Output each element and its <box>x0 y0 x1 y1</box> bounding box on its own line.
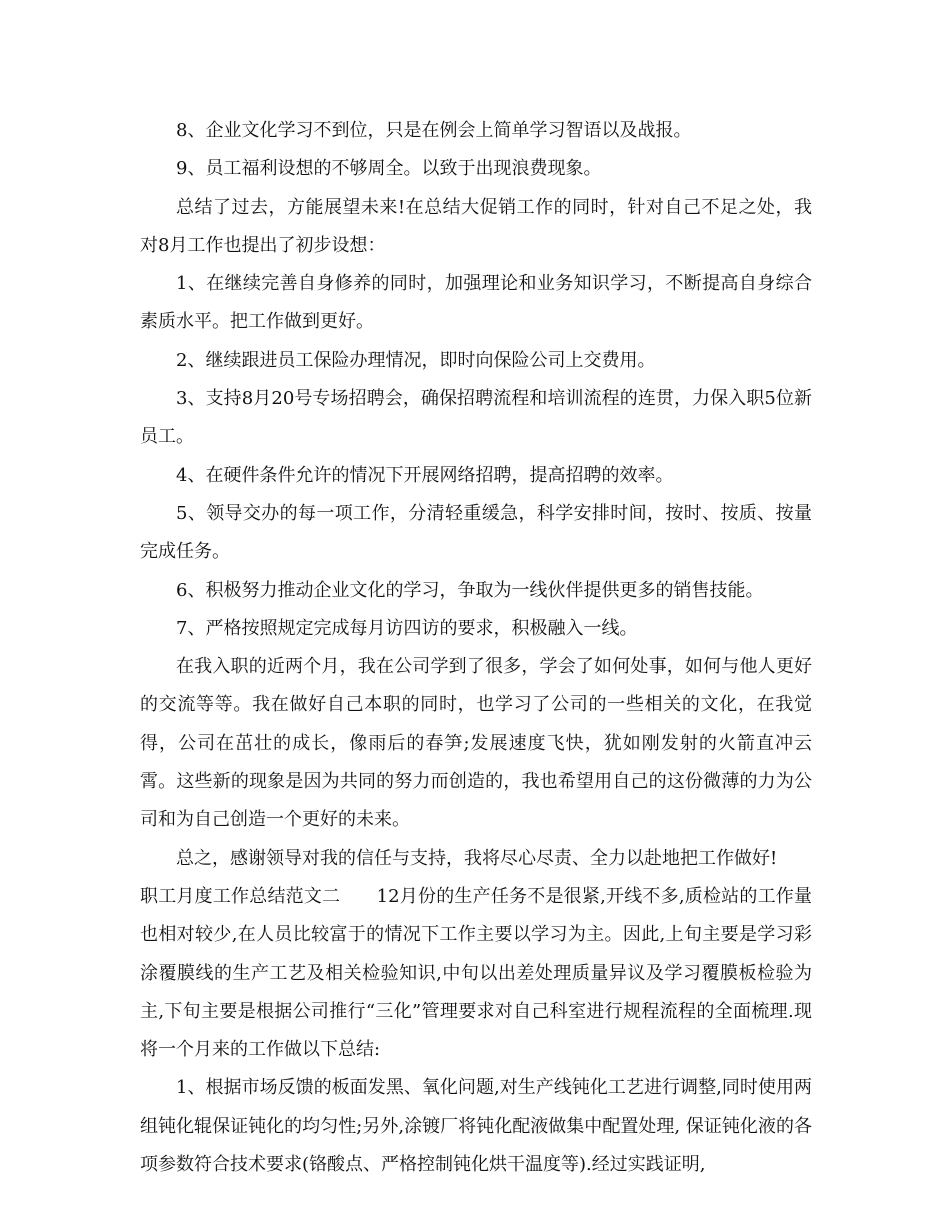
paragraph-plan-2: 2、继续跟进员工保险办理情况，即时向保险公司上交费用。 <box>176 349 656 371</box>
paragraph-plan-4: 4、在硬件条件允许的情况下开展网络招聘，提高招聘的效率。 <box>176 464 674 486</box>
paragraph-plan-6: 6、积极努力推动企业文化的学习，争取为一线伙伴提供更多的销售技能。 <box>176 579 764 601</box>
paragraph-sample-two: 职工月度工作总结范文二 12月份的生产任务不是很紧,开线不多,质检站的工作量也相对较少,在人员比较富于的情况下工作主要以学习为主。因此,上旬主要是学习彩涂覆膜线的生产工艺及相关检验知识,中旬以出差处理质量异议及学习覆膜板检验为主,下旬主要是根据公司推行“三化”管理要求对自己科室进行规程流程的全面梳理.现将一个月来的工作做以下总结: <box>140 885 812 1061</box>
paragraph-conclusion: 总之，感谢领导对我的信任与支持，我将尽心尽责、全力以赴地把工作做好! <box>176 847 778 869</box>
paragraph-item-9: 9、员工福利设想的不够周全。以致于出现浪费现象。 <box>176 158 602 180</box>
document-body <box>140 112 812 1184</box>
paragraph-plan-5: 5、领导交办的每一项工作，分清轻重缓急，科学安排时间，按时、按质、按量完成任务。 <box>140 502 812 563</box>
paragraph-plan-3: 3、支持8月20号专场招聘会，确保招聘流程和培训流程的连贯，力保入职5位新员工。 <box>140 388 812 448</box>
paragraph-item-8: 8、企业文化学习不到位，只是在例会上简单学习智语以及战报。 <box>176 120 692 141</box>
paragraph-plan-intro: 总结了过去，方能展望未来!在总结大促销工作的同时，针对自己不足之处，我对8月工作也提出了初步设想： <box>140 196 812 256</box>
paragraph-plan-1: 1、在继续完善自身修养的同时，加强理论和业务知识学习，不断提高自身综合素质水平。把工作做到更好。 <box>140 273 812 333</box>
paragraph-reflection: 在我入职的近两个月，我在公司学到了很多，学会了如何处事，如何与他人更好的交流等等。我在做好自己本职的同时，也学习了公司的一些相关的文化，在我觉得，公司在茁壮的成长，像雨后的春笋;发展速度飞快，犹如刚发射的火箭直冲云霄。这些新的现象是因为共同的努力而创造的，我也希望用自己的这份微薄的力为公司和为自己创造一个更好的未来。 <box>140 656 812 831</box>
paragraph-plan-7: 7、严格按照规定完成每月访四访的要求，积极融入一线。 <box>176 617 638 639</box>
paragraph-summary-1: 1、根据市场反馈的板面发黑、氧化问题,对生产线钝化工艺进行调整,同时使用两组钝化辊保证钝化的均匀性;另外,涂镀厂将钝化配液做集中配置处理, 保证钝化液的各项参数符合技术要求(铬酸点、严格控制钝化烘干温度等).经过实践证明, <box>140 1077 812 1176</box>
